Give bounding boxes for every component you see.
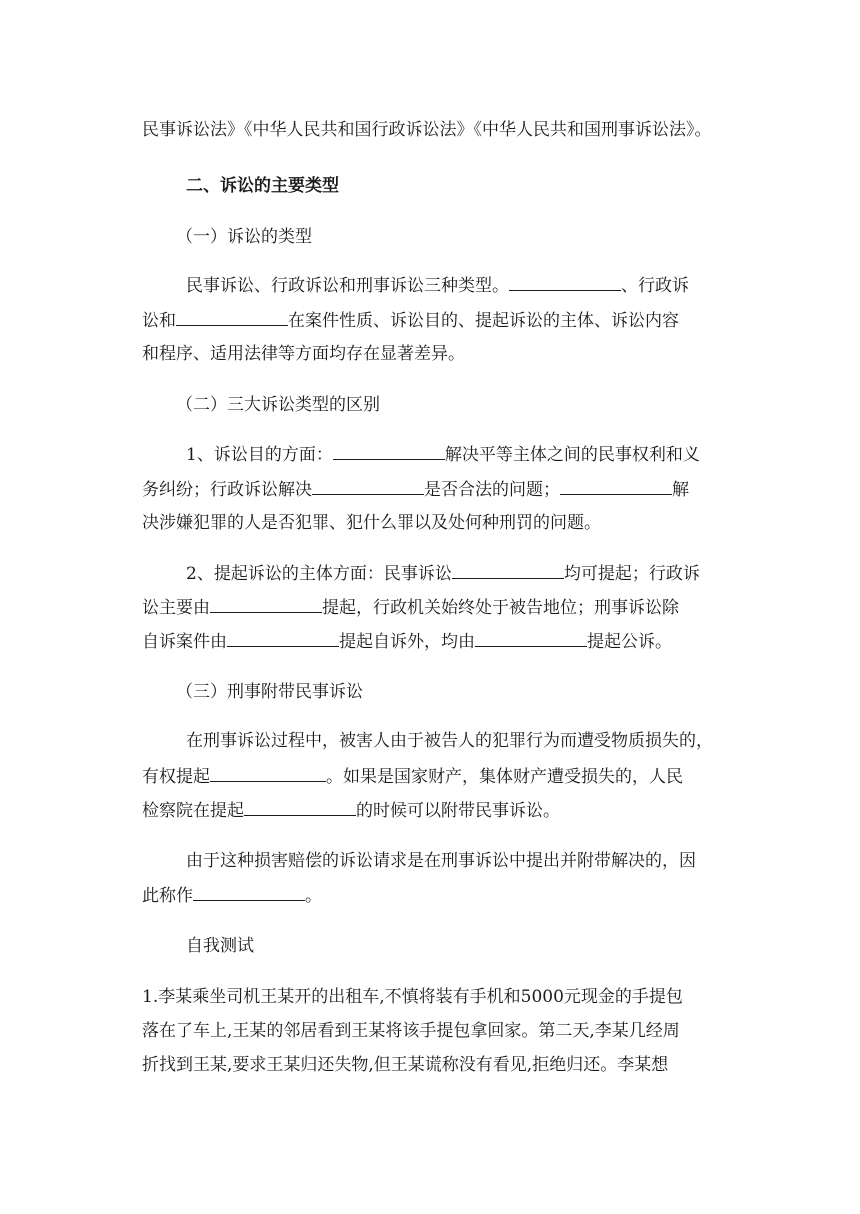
text-line: 务纠纷；行政诉讼解决 是否合法的问题； 解 xyxy=(142,477,689,502)
section-heading: 二、诉讼的主要类型 xyxy=(186,176,339,196)
fill-blank[interactable] xyxy=(210,595,322,613)
text-line: 1、诉讼目的方面： 解决平等主体之间的民事权利和义 xyxy=(186,442,700,467)
text-line: 此称作 。 xyxy=(142,883,322,908)
text-line: 由于这种损害赔偿的诉讼请求是在刑事诉讼中提出并附带解决的，因 xyxy=(186,851,696,871)
text-line: 民事诉讼、行政诉讼和刑事诉讼三种类型。 、行政诉 xyxy=(186,273,689,298)
fill-blank[interactable] xyxy=(333,442,445,460)
fill-blank[interactable] xyxy=(176,308,288,326)
text-line: 检察院在提起 的时候可以附带民事诉讼。 xyxy=(142,798,560,823)
text-line: 和程序、适用法律等方面均存在显著差异。 xyxy=(142,344,465,364)
fill-blank[interactable] xyxy=(509,273,621,291)
text-line: 讼主要由 提起，行政机关始终处于被告地位；刑事诉讼除 xyxy=(142,595,679,620)
subsection-heading: （一）诉讼的类型 xyxy=(176,227,312,247)
text-line: 自诉案件由 提起自诉外，均由 提起公诉。 xyxy=(142,629,672,654)
text-line: 2、提起诉讼的主体方面：民事诉讼 均可提起；行政诉 xyxy=(186,561,700,586)
fill-blank[interactable] xyxy=(560,477,672,495)
subsection-heading: （二）三大诉讼类型的区别 xyxy=(176,395,380,415)
question-text: 落在了车上,王某的邻居看到王某将该手提包拿回家。第二天,李某几经周 xyxy=(142,1021,680,1041)
fill-blank[interactable] xyxy=(193,883,305,901)
text-line: 决涉嫌犯罪的人是否犯罪、犯什么罪以及处何种刑罚的问题。 xyxy=(142,513,601,533)
text-line: 民事诉讼法》《中华人民共和国行政诉讼法》《中华人民共和国刑事诉讼法》。 xyxy=(142,120,712,140)
text-line: 有权提起 。如果是国家财产，集体财产遭受损失的，人民 xyxy=(142,764,683,789)
text-line: 讼和 在案件性质、诉讼目的、提起诉讼的主体、诉讼内容 xyxy=(142,308,679,333)
text-line: 在刑事诉讼过程中，被害人由于被告人的犯罪行为而遭受物质损失的， xyxy=(186,731,713,751)
subsection-heading: （三）刑事附带民事诉讼 xyxy=(176,682,363,702)
fill-blank[interactable] xyxy=(312,477,424,495)
fill-blank[interactable] xyxy=(244,798,356,816)
fill-blank[interactable] xyxy=(227,629,339,647)
section-title: 自我测试 xyxy=(186,936,254,956)
fill-blank[interactable] xyxy=(210,764,326,782)
question-text: 折找到王某,要求王某归还失物,但王某谎称没有看见,拒绝归还。李某想 xyxy=(142,1055,669,1075)
fill-blank[interactable] xyxy=(452,561,564,579)
question-text: 1.李某乘坐司机王某开的出租车,不慎将装有手机和5000元现金的手提包 xyxy=(142,987,683,1007)
fill-blank[interactable] xyxy=(475,629,587,647)
